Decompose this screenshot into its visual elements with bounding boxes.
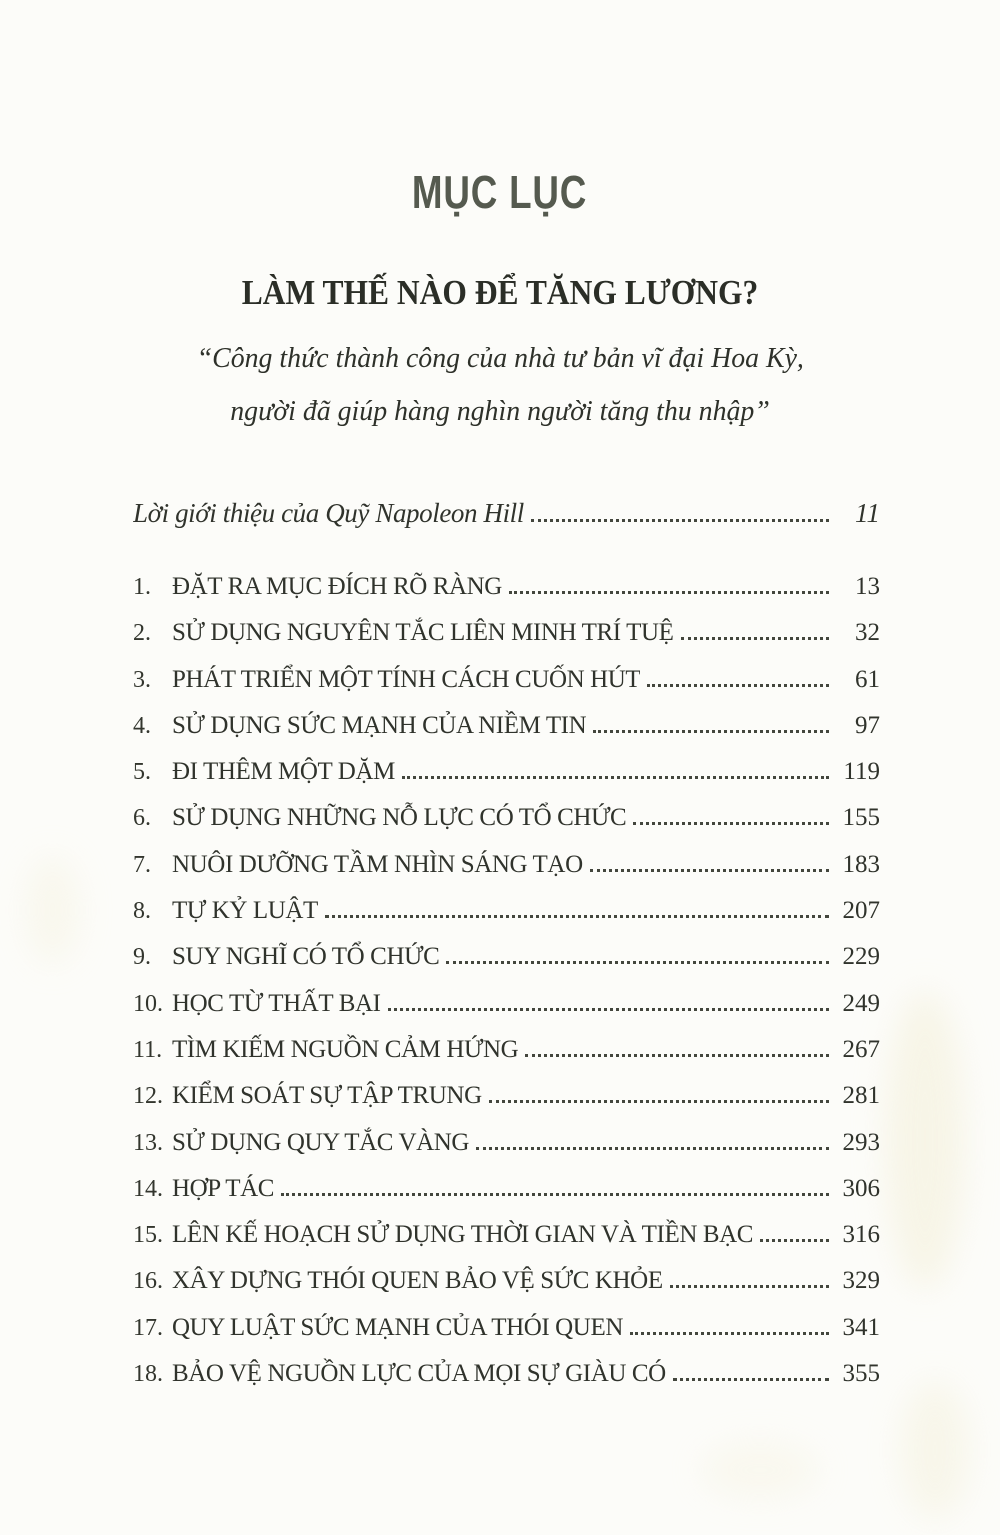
dot-leader bbox=[593, 730, 829, 733]
toc-row bbox=[133, 987, 880, 1033]
toc-row-page-number: 119 bbox=[843, 758, 880, 786]
book-title bbox=[0, 268, 1000, 318]
toc-row-page-number: 341 bbox=[842, 1313, 880, 1341]
toc-row bbox=[133, 709, 880, 755]
toc-row-number: 16. bbox=[133, 1268, 163, 1295]
toc-row-title: XÂY DỰNG THÓI QUEN BẢO VỆ SỨC KHỎE bbox=[172, 1267, 663, 1295]
dot-leader bbox=[590, 869, 829, 872]
intro-row bbox=[133, 496, 880, 530]
toc-row-title: KIỂM SOÁT SỰ TẬP TRUNG bbox=[172, 1082, 482, 1110]
toc-row-title: BẢO VỆ NGUỒN LỰC CỦA MỌI SỰ GIÀU CÓ bbox=[172, 1360, 666, 1388]
toc-row-number: 11. bbox=[133, 1036, 163, 1063]
toc-row-title: LÊN KẾ HOẠCH SỬ DỤNG THỜI GIAN VÀ TIỀN BẠC bbox=[172, 1221, 754, 1249]
scan-blemish bbox=[900, 1380, 970, 1520]
toc-row bbox=[133, 1172, 880, 1218]
toc-row-title: QUY LUẬT SỨC MẠNH CỦA THÓI QUEN bbox=[172, 1313, 623, 1341]
book-quote-line-2: người đã giúp hàng nghìn người tăng thu nhập” bbox=[230, 395, 770, 427]
dot-leader bbox=[476, 1147, 829, 1150]
dot-leader bbox=[325, 915, 829, 918]
toc-row-title: PHÁT TRIỂN MỘT TÍNH CÁCH CUỐN HÚT bbox=[172, 665, 641, 693]
toc-row bbox=[133, 1218, 880, 1264]
dot-leader bbox=[388, 1008, 829, 1011]
dot-leader bbox=[630, 1332, 829, 1335]
toc-row-number: 5. bbox=[133, 759, 151, 786]
toc-row-page-number: 293 bbox=[842, 1128, 880, 1156]
dot-leader bbox=[670, 1285, 829, 1288]
scan-blemish bbox=[25, 855, 80, 965]
toc-row-number: 15. bbox=[133, 1222, 163, 1249]
toc-row-number: 18. bbox=[133, 1361, 163, 1388]
toc-row bbox=[133, 894, 880, 940]
toc-heading-text: MỤC LỤC bbox=[412, 166, 588, 218]
toc-row-page-number: 13 bbox=[855, 573, 880, 600]
toc-row-page-number: 329 bbox=[842, 1267, 880, 1295]
toc-row-page-number: 249 bbox=[842, 989, 880, 1017]
toc-list bbox=[133, 570, 880, 1403]
toc-row-number: 1. bbox=[133, 574, 151, 600]
toc-row-number: 13. bbox=[133, 1129, 163, 1156]
toc-row-number: 14. bbox=[133, 1175, 163, 1202]
dot-leader bbox=[525, 1054, 829, 1057]
toc-row-title: ĐI THÊM MỘT DẶM bbox=[172, 758, 395, 786]
toc-row-title: SỬ DỤNG SỨC MẠNH CỦA NIỀM TIN bbox=[172, 711, 587, 739]
toc-row-title: ĐẶT RA MỤC ĐÍCH RÕ RÀNG bbox=[172, 573, 502, 600]
toc-row-page-number: 355 bbox=[842, 1360, 880, 1388]
toc-row-page-number: 316 bbox=[842, 1221, 880, 1249]
toc-row-number: 10. bbox=[133, 990, 163, 1017]
toc-row bbox=[133, 1311, 880, 1357]
toc-row bbox=[133, 1079, 880, 1125]
toc-row bbox=[133, 570, 880, 616]
toc-row-page-number: 229 bbox=[842, 943, 880, 971]
book-title-text: LÀM THẾ NÀO ĐỂ TĂNG LƯƠNG? bbox=[241, 273, 759, 312]
toc-row-page-number: 61 bbox=[855, 665, 880, 693]
toc-row-page-number: 281 bbox=[842, 1082, 880, 1110]
toc-row-title: SỬ DỤNG QUY TẮC VÀNG bbox=[172, 1128, 470, 1156]
toc-row-page-number: 155 bbox=[842, 804, 880, 832]
toc-row-number: 4. bbox=[133, 712, 151, 739]
dot-leader bbox=[489, 1100, 829, 1103]
toc-heading bbox=[0, 163, 1000, 221]
toc-row-page-number: 183 bbox=[842, 850, 880, 878]
toc-row-number: 9. bbox=[133, 944, 151, 971]
toc-row bbox=[133, 848, 880, 894]
toc-row-title: TỰ KỶ LUẬT bbox=[172, 897, 318, 925]
toc-row-page-number: 97 bbox=[855, 711, 880, 739]
toc-row bbox=[133, 755, 880, 801]
toc-row-number: 7. bbox=[133, 851, 151, 878]
toc-row-number: 3. bbox=[133, 666, 151, 693]
toc-row-title: SỬ DỤNG NHỮNG NỖ LỰC CÓ TỔ CHỨC bbox=[172, 804, 627, 832]
toc-row bbox=[133, 616, 880, 662]
toc-row-title: SUY NGHĨ CÓ TỔ CHỨC bbox=[172, 943, 440, 971]
toc-row-title: NUÔI DƯỠNG TẦM NHÌN SÁNG TẠO bbox=[172, 850, 583, 878]
toc-row-title: SỬ DỤNG NGUYÊN TẮC LIÊN MINH TRÍ TUỆ bbox=[172, 619, 674, 647]
toc-row bbox=[133, 940, 880, 986]
intro-page-number: 11 bbox=[855, 498, 880, 528]
toc-row-title: HỢP TÁC bbox=[172, 1174, 275, 1202]
dot-leader bbox=[402, 776, 829, 779]
scan-blemish bbox=[700, 1440, 820, 1500]
toc-row-number: 12. bbox=[133, 1083, 163, 1110]
toc-row bbox=[133, 663, 880, 709]
toc-row-page-number: 32 bbox=[855, 619, 880, 647]
dot-leader bbox=[281, 1193, 829, 1196]
dot-leader bbox=[647, 684, 829, 687]
toc-row-number: 17. bbox=[133, 1314, 163, 1341]
toc-row bbox=[133, 1357, 880, 1403]
toc-row-title: HỌC TỪ THẤT BẠI bbox=[172, 989, 381, 1017]
toc-row-page-number: 207 bbox=[842, 897, 880, 925]
intro-label: Lời giới thiệu của Quỹ Napoleon Hill bbox=[133, 498, 524, 528]
toc-row-title: TÌM KIẾM NGUỒN CẢM HỨNG bbox=[172, 1035, 519, 1063]
toc-row-number: 8. bbox=[133, 898, 151, 925]
toc-row-page-number: 267 bbox=[842, 1035, 880, 1063]
book-quote-line-1: “Công thức thành công của nhà tư bản vĩ đại Hoa Kỳ, bbox=[196, 342, 804, 374]
dot-leader bbox=[681, 637, 829, 640]
dot-leader bbox=[446, 961, 829, 964]
toc-row-number: 6. bbox=[133, 805, 151, 832]
toc-row bbox=[133, 1126, 880, 1172]
dot-leader bbox=[760, 1239, 829, 1242]
scan-blemish bbox=[885, 990, 965, 1290]
dot-leader bbox=[531, 519, 829, 522]
toc-row-number: 2. bbox=[133, 620, 151, 647]
dot-leader bbox=[509, 591, 829, 594]
toc-row bbox=[133, 1264, 880, 1310]
dot-leader bbox=[673, 1378, 829, 1381]
toc-row bbox=[133, 801, 880, 847]
dot-leader bbox=[633, 822, 829, 825]
toc-row bbox=[133, 1033, 880, 1079]
toc-row-page-number: 306 bbox=[842, 1174, 880, 1202]
